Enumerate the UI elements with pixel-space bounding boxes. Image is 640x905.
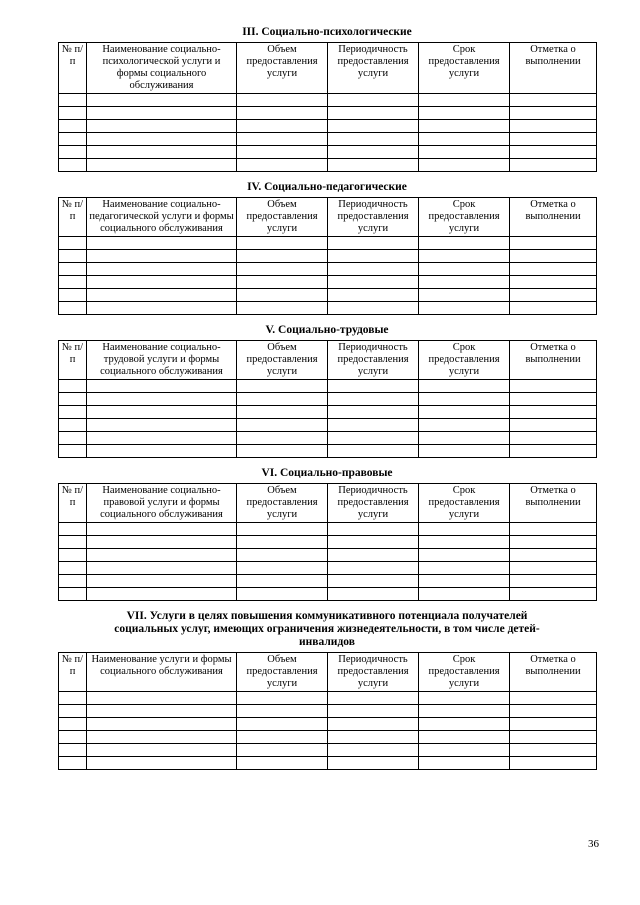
- table-cell: [328, 393, 419, 406]
- table-row: [59, 159, 597, 172]
- table-cell: [237, 393, 328, 406]
- table-row: [59, 757, 597, 770]
- table-cell: [87, 692, 237, 705]
- table-cell: [237, 692, 328, 705]
- table-cell: [237, 419, 328, 432]
- table-header-row: [59, 484, 597, 523]
- header-term: Срок предоставления услуги: [419, 484, 510, 523]
- section-7: [58, 610, 596, 770]
- table-cell: [419, 250, 510, 263]
- table-cell: [328, 445, 419, 458]
- table-body: [59, 523, 597, 601]
- table-body: [59, 237, 597, 315]
- table-cell: [419, 133, 510, 146]
- table-cell: [87, 445, 237, 458]
- table-cell: [419, 289, 510, 302]
- table-cell: [59, 744, 87, 757]
- table-cell: [510, 107, 597, 120]
- table-cell: [419, 731, 510, 744]
- header-term: Срок предоставления услуги: [419, 341, 510, 380]
- table-cell: [59, 159, 87, 172]
- table-cell: [328, 588, 419, 601]
- table-cell: [510, 705, 597, 718]
- table-cell: [328, 94, 419, 107]
- table-cell: [419, 445, 510, 458]
- table-cell: [59, 523, 87, 536]
- table-cell: [419, 536, 510, 549]
- table-cell: [87, 302, 237, 315]
- table-cell: [59, 549, 87, 562]
- section-title: III. Социально-психологические: [242, 26, 412, 38]
- table-cell: [328, 731, 419, 744]
- table-cell: [87, 107, 237, 120]
- table-cell: [59, 276, 87, 289]
- header-periodicity: Периодичность предоставления услуги: [328, 653, 419, 692]
- table-cell: [237, 406, 328, 419]
- table-row: [59, 120, 597, 133]
- table-cell: [328, 575, 419, 588]
- table-cell: [87, 393, 237, 406]
- table-cell: [510, 575, 597, 588]
- table-cell: [87, 536, 237, 549]
- header-periodicity: Периодичность предоставления услуги: [328, 43, 419, 94]
- table-cell: [328, 744, 419, 757]
- table-header-row: [59, 653, 597, 692]
- table-cell: [237, 588, 328, 601]
- table-cell: [419, 562, 510, 575]
- table-cell: [510, 523, 597, 536]
- document-page: [58, 26, 596, 770]
- table-cell: [87, 120, 237, 133]
- table-cell: [419, 263, 510, 276]
- section-title: IV. Социально-педагогические: [247, 181, 407, 193]
- table-cell: [419, 588, 510, 601]
- table-cell: [510, 731, 597, 744]
- header-num: № п/п: [59, 484, 87, 523]
- table-cell: [59, 380, 87, 393]
- table-cell: [419, 146, 510, 159]
- table-cell: [419, 302, 510, 315]
- table-cell: [237, 289, 328, 302]
- table-body: [59, 380, 597, 458]
- table-row: [59, 289, 597, 302]
- table-cell: [419, 120, 510, 133]
- table-cell: [59, 146, 87, 159]
- table-cell: [328, 276, 419, 289]
- table-cell: [510, 146, 597, 159]
- table-cell: [328, 159, 419, 172]
- section-title: VI. Социально-правовые: [261, 467, 393, 479]
- table-row: [59, 133, 597, 146]
- table-row: [59, 406, 597, 419]
- table-cell: [510, 237, 597, 250]
- table-cell: [87, 523, 237, 536]
- table-cell: [510, 692, 597, 705]
- table-cell: [237, 302, 328, 315]
- table-cell: [87, 159, 237, 172]
- section-3: [58, 26, 596, 172]
- table-cell: [419, 406, 510, 419]
- table-cell: [419, 237, 510, 250]
- table-row: [59, 380, 597, 393]
- header-num: № п/п: [59, 43, 87, 94]
- header-mark: Отметка о выполнении: [510, 198, 597, 237]
- table-cell: [237, 536, 328, 549]
- table-row: [59, 588, 597, 601]
- header-name: Наименование социально-правовой услуги и формы социального обслуживания: [87, 484, 237, 523]
- table-cell: [237, 562, 328, 575]
- table-cell: [510, 250, 597, 263]
- table-cell: [328, 523, 419, 536]
- table-cell: [510, 432, 597, 445]
- table-cell: [59, 263, 87, 276]
- table-row: [59, 146, 597, 159]
- header-volume: Объем предоставления услуги: [237, 653, 328, 692]
- table-cell: [87, 731, 237, 744]
- table-cell: [237, 432, 328, 445]
- table-row: [59, 276, 597, 289]
- table-header-row: [59, 341, 597, 380]
- table-cell: [59, 133, 87, 146]
- table-cell: [328, 718, 419, 731]
- table-cell: [328, 302, 419, 315]
- table-cell: [328, 536, 419, 549]
- table-cell: [510, 289, 597, 302]
- table-row: [59, 94, 597, 107]
- header-mark: Отметка о выполнении: [510, 43, 597, 94]
- table-cell: [510, 549, 597, 562]
- table-cell: [237, 146, 328, 159]
- table-cell: [87, 94, 237, 107]
- table-body: [59, 94, 597, 172]
- table-cell: [237, 380, 328, 393]
- table-cell: [328, 133, 419, 146]
- table-row: [59, 107, 597, 120]
- table-cell: [510, 133, 597, 146]
- table-cell: [237, 549, 328, 562]
- table-cell: [419, 705, 510, 718]
- table-cell: [419, 94, 510, 107]
- table-cell: [419, 380, 510, 393]
- table-cell: [237, 159, 328, 172]
- table-cell: [419, 159, 510, 172]
- table-row: [59, 562, 597, 575]
- services-table: [58, 652, 597, 770]
- header-term: Срок предоставления услуги: [419, 43, 510, 94]
- page-number: 36: [588, 838, 599, 850]
- table-cell: [59, 302, 87, 315]
- table-cell: [237, 757, 328, 770]
- table-cell: [87, 744, 237, 757]
- table-cell: [87, 237, 237, 250]
- table-cell: [419, 419, 510, 432]
- table-cell: [328, 406, 419, 419]
- section-title: VII. Услуги в целях повышения коммуникативного потенциала получателей социальных услуг, имеющих ограничения жизнедеятельности, в том числе детей-инвалидов: [114, 610, 540, 648]
- table-row: [59, 393, 597, 406]
- table-cell: [328, 146, 419, 159]
- table-cell: [59, 432, 87, 445]
- table-cell: [237, 107, 328, 120]
- table-cell: [237, 718, 328, 731]
- table-row: [59, 419, 597, 432]
- table-cell: [510, 302, 597, 315]
- header-periodicity: Периодичность предоставления услуги: [328, 341, 419, 380]
- table-cell: [237, 133, 328, 146]
- table-cell: [419, 757, 510, 770]
- table-cell: [510, 263, 597, 276]
- table-cell: [237, 250, 328, 263]
- table-cell: [510, 393, 597, 406]
- services-table: [58, 483, 597, 601]
- header-volume: Объем предоставления услуги: [237, 198, 328, 237]
- table-cell: [59, 692, 87, 705]
- header-name: Наименование социально-педагогической услуги и формы социального обслуживания: [87, 198, 237, 237]
- header-volume: Объем предоставления услуги: [237, 484, 328, 523]
- header-mark: Отметка о выполнении: [510, 653, 597, 692]
- table-cell: [328, 237, 419, 250]
- header-volume: Объем предоставления услуги: [237, 43, 328, 94]
- section-6: [58, 467, 596, 601]
- section-title: V. Социально-трудовые: [265, 324, 389, 336]
- table-cell: [59, 94, 87, 107]
- table-cell: [87, 146, 237, 159]
- table-cell: [328, 250, 419, 263]
- table-cell: [87, 562, 237, 575]
- table-cell: [59, 237, 87, 250]
- table-cell: [59, 393, 87, 406]
- table-row: [59, 718, 597, 731]
- table-row: [59, 536, 597, 549]
- table-row: [59, 692, 597, 705]
- table-cell: [419, 523, 510, 536]
- table-cell: [510, 380, 597, 393]
- header-mark: Отметка о выполнении: [510, 484, 597, 523]
- header-name: Наименование социально-психологической услуги и формы социального обслуживания: [87, 43, 237, 94]
- table-cell: [237, 237, 328, 250]
- table-cell: [328, 289, 419, 302]
- table-cell: [87, 276, 237, 289]
- table-cell: [328, 419, 419, 432]
- header-mark: Отметка о выполнении: [510, 341, 597, 380]
- header-periodicity: Периодичность предоставления услуги: [328, 198, 419, 237]
- table-cell: [59, 536, 87, 549]
- table-cell: [59, 588, 87, 601]
- table-cell: [419, 575, 510, 588]
- table-cell: [510, 94, 597, 107]
- table-cell: [87, 718, 237, 731]
- table-cell: [419, 107, 510, 120]
- table-cell: [510, 120, 597, 133]
- table-cell: [59, 419, 87, 432]
- table-row: [59, 263, 597, 276]
- table-cell: [87, 406, 237, 419]
- table-cell: [237, 744, 328, 757]
- header-term: Срок предоставления услуги: [419, 653, 510, 692]
- table-cell: [419, 549, 510, 562]
- table-cell: [87, 705, 237, 718]
- section-5: [58, 324, 596, 458]
- table-row: [59, 705, 597, 718]
- table-cell: [87, 575, 237, 588]
- table-row: [59, 575, 597, 588]
- table-row: [59, 250, 597, 263]
- header-num: № п/п: [59, 341, 87, 380]
- table-cell: [510, 757, 597, 770]
- table-cell: [87, 419, 237, 432]
- header-name: Наименование социально-трудовой услуги и формы социального обслуживания: [87, 341, 237, 380]
- services-table: [58, 42, 597, 172]
- table-cell: [419, 692, 510, 705]
- table-cell: [59, 562, 87, 575]
- table-cell: [87, 289, 237, 302]
- table-row: [59, 744, 597, 757]
- table-cell: [59, 731, 87, 744]
- table-cell: [87, 380, 237, 393]
- table-cell: [237, 523, 328, 536]
- table-cell: [237, 445, 328, 458]
- header-name: Наименование услуги и формы социального обслуживания: [87, 653, 237, 692]
- header-term: Срок предоставления услуги: [419, 198, 510, 237]
- table-cell: [87, 263, 237, 276]
- header-num: № п/п: [59, 653, 87, 692]
- table-cell: [328, 705, 419, 718]
- table-cell: [419, 393, 510, 406]
- table-cell: [237, 120, 328, 133]
- table-cell: [510, 536, 597, 549]
- table-cell: [328, 380, 419, 393]
- table-cell: [237, 705, 328, 718]
- table-cell: [87, 250, 237, 263]
- table-cell: [510, 718, 597, 731]
- table-cell: [87, 432, 237, 445]
- table-cell: [59, 406, 87, 419]
- section-4: [58, 181, 596, 315]
- table-cell: [510, 419, 597, 432]
- table-cell: [59, 289, 87, 302]
- table-cell: [87, 133, 237, 146]
- table-cell: [237, 263, 328, 276]
- table-cell: [87, 757, 237, 770]
- table-cell: [59, 445, 87, 458]
- table-cell: [510, 445, 597, 458]
- table-cell: [237, 276, 328, 289]
- table-cell: [419, 432, 510, 445]
- table-cell: [59, 575, 87, 588]
- table-cell: [510, 588, 597, 601]
- table-cell: [419, 744, 510, 757]
- table-cell: [59, 705, 87, 718]
- table-cell: [328, 263, 419, 276]
- table-cell: [59, 250, 87, 263]
- table-row: [59, 731, 597, 744]
- table-cell: [328, 432, 419, 445]
- table-cell: [59, 120, 87, 133]
- table-cell: [237, 731, 328, 744]
- table-cell: [87, 549, 237, 562]
- table-cell: [328, 692, 419, 705]
- table-cell: [237, 575, 328, 588]
- table-cell: [328, 107, 419, 120]
- services-table: [58, 197, 597, 315]
- table-cell: [59, 718, 87, 731]
- table-cell: [328, 562, 419, 575]
- header-num: № п/п: [59, 198, 87, 237]
- table-row: [59, 549, 597, 562]
- table-row: [59, 432, 597, 445]
- table-cell: [328, 120, 419, 133]
- table-row: [59, 302, 597, 315]
- table-body: [59, 692, 597, 770]
- table-cell: [510, 159, 597, 172]
- table-cell: [59, 107, 87, 120]
- table-row: [59, 237, 597, 250]
- table-cell: [328, 757, 419, 770]
- table-cell: [510, 562, 597, 575]
- header-volume: Объем предоставления услуги: [237, 341, 328, 380]
- table-header-row: [59, 198, 597, 237]
- table-row: [59, 523, 597, 536]
- table-cell: [510, 744, 597, 757]
- header-periodicity: Периодичность предоставления услуги: [328, 484, 419, 523]
- table-cell: [328, 549, 419, 562]
- table-header-row: [59, 43, 597, 94]
- table-cell: [237, 94, 328, 107]
- services-table: [58, 340, 597, 458]
- table-cell: [510, 406, 597, 419]
- table-cell: [419, 718, 510, 731]
- table-cell: [419, 276, 510, 289]
- table-row: [59, 445, 597, 458]
- table-cell: [59, 757, 87, 770]
- table-cell: [87, 588, 237, 601]
- table-cell: [510, 276, 597, 289]
